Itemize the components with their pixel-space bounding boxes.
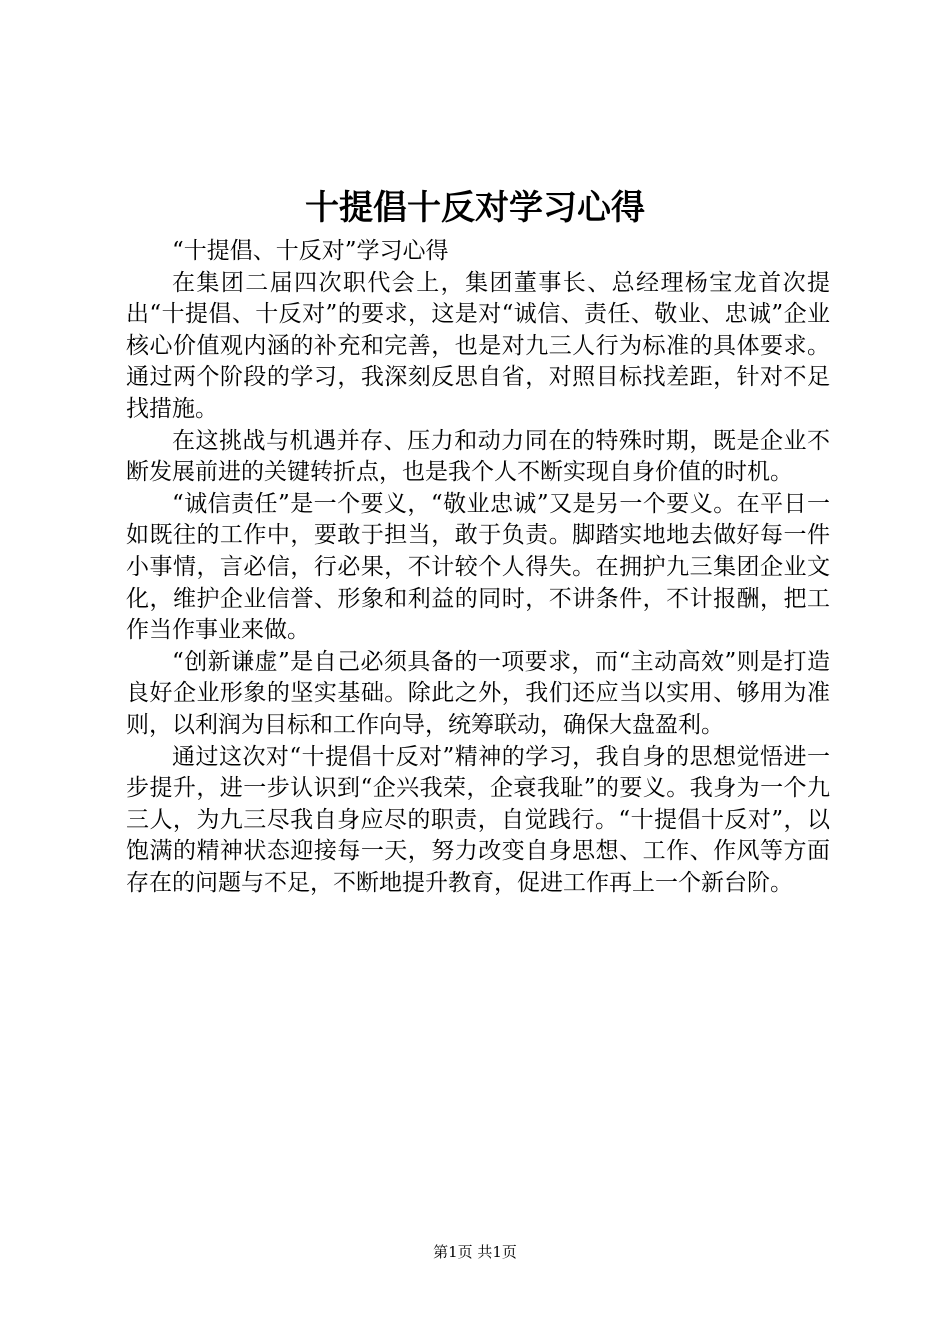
paragraph: “诚信责任”是一个要义，“敬业忠诚”又是另一个要义。在平日一如既往的工作中，要敢于担当，敢于负责。脚踏实地地去做好每一件小事情，言必信，行必果，不计较个人得失。在拥护九三集团企业文化，维护企业信誉、形象和利益的同时，不讲条件，不计报酬，把工作当作事业来做。	[126, 490, 830, 644]
paragraph: “创新谦虚”是自己必须具备的一项要求，而“主动高效”则是打造良好企业形象的坚实基础。除此之外，我们还应当以实用、够用为准则，以利润为目标和工作向导，统筹联动，确保大盘盈利。	[126, 648, 830, 738]
page-footer	[0, 1242, 950, 1262]
document-title: 十提倡十反对学习心得	[305, 188, 645, 228]
page-number: 第1页 共1页	[433, 1243, 517, 1261]
paragraph: 在这挑战与机遇并存、压力和动力同在的特殊时期，既是企业不断发展前进的关键转折点，也是我个人不断实现自身价值的时机。	[126, 427, 830, 486]
paragraph-subtitle: “十提倡、十反对”学习心得	[172, 238, 449, 264]
paragraph: 通过这次对“十提倡十反对”精神的学习，我自身的思想觉悟进一步提升，进一步认识到“企兴我荣，企衰我耻”的要义。我身为一个九三人，为九三尽我自身应尽的职责，自觉践行。“十提倡十反对”，以饱满的精神状态迎接每一天，努力改变自身思想、工作、作风等方面存在的问题与不足，不断地提升教育，促进工作再上一个新台阶。	[126, 743, 830, 896]
document-body	[126, 236, 830, 899]
paragraph: 在集团二届四次职代会上，集团董事长、总经理杨宝龙首次提出“十提倡、十反对”的要求，这是对“诚信、责任、敬业、忠诚”企业核心价值观内涵的补充和完善，也是对九三人行为标准的具体要求。通过两个阶段的学习，我深刻反思自省，对照目标找差距，针对不足找措施。	[126, 269, 830, 422]
